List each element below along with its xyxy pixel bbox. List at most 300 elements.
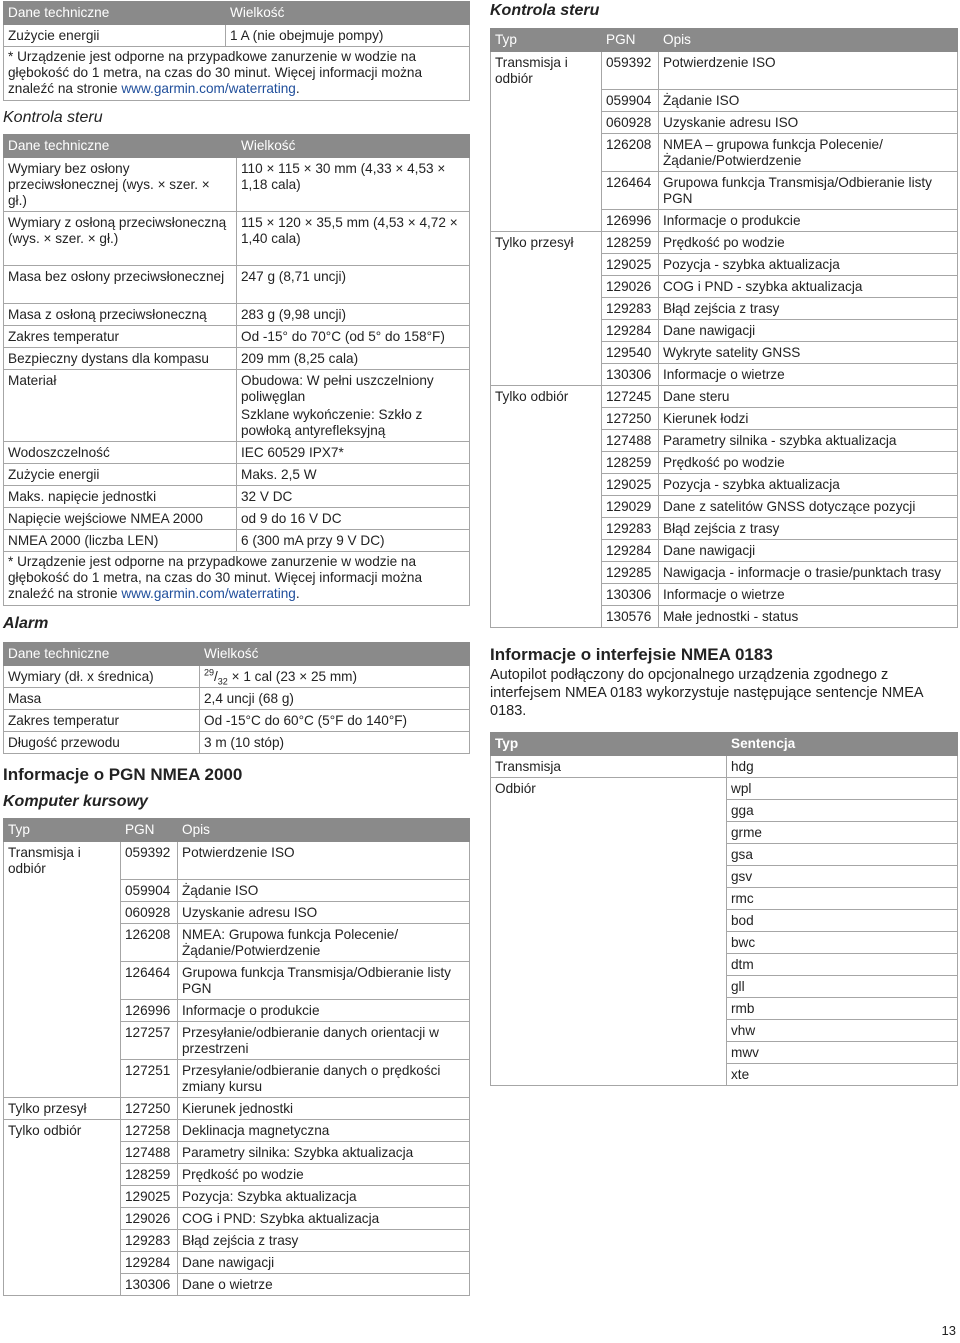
type-cell [491,561,602,583]
table-row [491,253,958,275]
nmea0183-paragraph: Autopilot podłączony do opcjonalnego urządzenia zgodnego z interfejsem NMEA 0183 wykorzystuje następujące sentencje NMEA 0183. [490,666,923,719]
table-row [4,1251,470,1273]
table-cell: 209 mm (8,25 cala) [237,348,470,370]
sentence-cell: wpl [727,777,958,799]
table-row [491,1019,958,1041]
section-heading-pgn: Informacje o PGN NMEA 2000 [3,765,243,784]
type-cell [491,407,602,429]
sentence-cell: bwc [727,931,958,953]
table-row [491,429,958,451]
pgn-cell: 129285 [602,561,659,583]
description-cell: Kierunek łodzi [659,407,958,429]
pgn-cell: 126208 [121,923,178,961]
pgn-cell: 127250 [121,1097,178,1119]
description-cell: NMEA – grupowa funkcja Polecenie/Żądanie/Potwierdzenie [659,133,958,171]
table-row [4,212,470,266]
type-cell [491,909,727,931]
footnote-text: * Urządzenie jest odporne na przypadkowe zanurzenie w wodzie na głębokość do 1 metra, na czas do 30 minut. Więcej informacji można znaleźć na stronie [8,554,423,601]
type-cell [491,953,727,975]
type-cell: Tylko przesył [491,231,602,253]
table-row [491,231,958,253]
table-cell: Wodoszczelność [4,442,237,464]
sentence-cell: dtm [727,953,958,975]
section-heading-nmea0183: Informacje o interfejsie NMEA 0183 [490,644,773,664]
description-cell: Parametry silnika - szybka aktualizacja [659,429,958,451]
sentence-cell: hdg [727,755,958,777]
table-header-cell: Opis [178,819,470,842]
sentence-cell: gll [727,975,958,997]
table-header-cell: Typ [4,819,121,842]
table-row [491,89,958,111]
table-header-cell: Dane techniczne [4,135,237,158]
pgn-cell: 059904 [121,879,178,901]
table-row [491,385,958,407]
table-cell: Od -15° do 70°C (od 5° do 158°F) [237,326,470,348]
table-row [491,52,958,90]
type-cell [491,517,602,539]
table-row [4,530,470,552]
table-row [491,363,958,385]
dimension-value: 1 cal (23 × 25 mm) [243,669,358,684]
table-row [4,1119,470,1141]
pgn-cell: 129284 [121,1251,178,1273]
table-row [4,370,470,442]
type-cell [491,975,727,997]
pgn-cell: 129025 [121,1185,178,1207]
table-row [491,865,958,887]
table-cell: Materiał [4,370,237,442]
description-cell: COG i PND - szybka aktualizacja [659,275,958,297]
type-cell [491,821,727,843]
description-cell: Grupowa funkcja Transmisja/Odbieranie listy PGN [659,171,958,209]
waterrating-link[interactable]: www.garmin.com/waterrating [121,586,296,601]
sentence-cell: gsv [727,865,958,887]
table-header-cell: Dane techniczne [4,643,200,666]
type-cell [4,923,121,961]
type-cell [4,1185,121,1207]
pgn-cell: 126464 [602,171,659,209]
waterproof-footnote [3,47,470,101]
type-cell [4,901,121,923]
type-cell [491,865,727,887]
table-cell: 283 g (9,98 uncji) [237,304,470,326]
type-cell [491,429,602,451]
table-cell: 3 m (10 stóp) [200,732,470,754]
table-row [4,464,470,486]
pgn-cell: 129283 [602,517,659,539]
table-cell: 115 × 120 × 35,5 mm (4,53 × 4,72 × 1,40 cala) [237,212,470,266]
table-cell: NMEA 2000 (liczba LEN) [4,530,237,552]
type-cell [4,1229,121,1251]
pgn-cell: 128259 [121,1163,178,1185]
table-header-row [4,135,470,158]
type-cell [4,879,121,901]
type-cell [491,1019,727,1041]
table-row [4,304,470,326]
description-cell: Małe jednostki - status [659,605,958,627]
table-row [491,777,958,799]
table-row [4,158,470,212]
description-cell: Dane o wietrze [178,1273,470,1295]
description-cell: Kierunek jednostki [178,1097,470,1119]
table-header-row [491,29,958,52]
type-cell [4,1207,121,1229]
table-row [491,209,958,231]
table-row [491,843,958,865]
type-cell [491,253,602,275]
type-cell [4,1141,121,1163]
type-cell [491,341,602,363]
table-row [491,517,958,539]
sentence-cell: rmc [727,887,958,909]
table-header-cell: Typ [491,29,602,52]
pgn-cell: 129029 [602,495,659,517]
pgn-cell: 130306 [602,363,659,385]
description-cell: Uzyskanie adresu ISO [659,111,958,133]
pgn-cell: 127250 [602,407,659,429]
table-row [4,1141,470,1163]
table-row [491,407,958,429]
table-cell: Wymiary bez osłony przeciwsłonecznej (wys. × szer. × gł.) [4,158,237,212]
course-computer-pgn-table [3,818,470,1296]
steer-pgn-table [490,28,958,628]
pgn-cell: 129283 [121,1229,178,1251]
pgn-cell: 128259 [602,451,659,473]
table-header-row [491,732,958,755]
table-row [4,901,470,923]
table-header-cell: Opis [659,29,958,52]
type-cell: Tylko odbiór [4,1119,121,1141]
type-cell [491,297,602,319]
pgn-cell: 126208 [602,133,659,171]
description-cell: Informacje o produkcie [659,209,958,231]
table-cell: Zużycie energii [4,464,237,486]
description-cell: Uzyskanie adresu ISO [178,901,470,923]
table-cell: 110 × 115 × 30 mm (4,33 × 4,53 × 1,18 cala) [237,158,470,212]
type-cell [491,363,602,385]
table-cell: Napięcie wejściowe NMEA 2000 [4,508,237,530]
pgn-cell: 059392 [121,842,178,880]
table-row [491,931,958,953]
type-cell [491,539,602,561]
pgn-cell: 127258 [121,1119,178,1141]
table-cell: Wymiary z osłoną przeciwsłoneczną (wys. × szer. × gł.) [4,212,237,266]
table-row [491,473,958,495]
description-cell: Pozycja: Szybka aktualizacja [178,1185,470,1207]
type-cell [491,111,602,133]
table-row [4,666,470,688]
table-row [491,341,958,363]
type-cell [491,1063,727,1085]
table-row [491,1063,958,1085]
table-cell [237,370,470,442]
table-header-row [4,643,470,666]
table-row [491,975,958,997]
type-cell [491,495,602,517]
table-header-cell: PGN [602,29,659,52]
type-cell [4,1273,121,1295]
table-cell: Wymiary (dł. x średnica) [4,666,200,688]
table-cell: Masa [4,688,200,710]
type-cell [491,209,602,231]
fraction-slash: / [214,669,218,684]
type-cell [4,1059,121,1097]
type-cell [4,1251,121,1273]
pgn-cell: 129283 [602,297,659,319]
description-cell: Błąd zejścia z trasy [178,1229,470,1251]
sentence-cell: vhw [727,1019,958,1041]
table-cell: 247 g (8,71 uncji) [237,266,470,304]
description-cell: Błąd zejścia z trasy [659,297,958,319]
sentence-cell: grme [727,821,958,843]
sentence-cell: gsa [727,843,958,865]
table-row [491,953,958,975]
type-cell: Transmisja i odbiór [491,52,602,90]
description-cell: Grupowa funkcja Transmisja/Odbieranie listy PGN [178,961,470,999]
type-cell [491,319,602,341]
section-heading-steer: Kontrola steru [3,109,103,126]
type-cell: Odbiór [491,777,727,799]
table-row [491,275,958,297]
type-cell [491,583,602,605]
table-cell: 32 V DC [237,486,470,508]
description-cell: Deklinacja magnetyczna [178,1119,470,1141]
type-cell [491,799,727,821]
table-header-cell: Typ [491,732,727,755]
description-cell: Potwierdzenie ISO [178,842,470,880]
table-row [491,821,958,843]
table-cell: Zużycie energii [4,25,226,47]
nmea0183-sentence-table [490,732,958,1086]
table-row [491,539,958,561]
description-cell: Pozycja - szybka aktualizacja [659,253,958,275]
fraction-denominator: 32 [217,676,228,687]
table-cell: Zakres temperatur [4,326,237,348]
type-cell [491,843,727,865]
description-cell: Informacje o wietrze [659,583,958,605]
sentence-cell: xte [727,1063,958,1085]
table-row [4,1097,470,1119]
pgn-cell: 130306 [602,583,659,605]
type-cell [4,999,121,1021]
table-cell: Maks. 2,5 W [237,464,470,486]
description-cell: Dane z satelitów GNSS dotyczące pozycji [659,495,958,517]
pgn-cell: 126996 [602,209,659,231]
pgn-cell: 127251 [121,1059,178,1097]
footnote-suffix: . [295,586,300,601]
pgn-cell: 127257 [121,1021,178,1059]
table-row [491,887,958,909]
table-row [491,171,958,209]
table-row [4,999,470,1021]
table-cell: Długość przewodu [4,732,200,754]
description-cell: Informacje o produkcie [178,999,470,1021]
pgn-cell: 060928 [121,901,178,923]
table-row [491,605,958,627]
waterrating-link[interactable]: www.garmin.com/waterrating [121,81,296,96]
type-cell [491,133,602,171]
table-cell [200,666,470,688]
description-cell: Wykryte satelity GNSS [659,341,958,363]
type-cell [491,171,602,209]
type-cell: Tylko odbiór [491,385,602,407]
description-cell: Prędkość po wodzie [659,451,958,473]
steer-spec-table [3,134,470,552]
table-row [491,319,958,341]
fraction-numerator: 29 [204,667,215,678]
description-cell: Żądanie ISO [178,879,470,901]
type-cell: Transmisja i odbiór [4,842,121,880]
type-cell [491,931,727,953]
table-header-cell: PGN [121,819,178,842]
type-cell [491,89,602,111]
footnote-suffix: . [295,81,300,96]
table-row [4,1163,470,1185]
pgn-cell: 127488 [121,1141,178,1163]
pgn-cell: 127245 [602,385,659,407]
alarm-spec-table [3,642,470,754]
description-cell: Przesyłanie/odbieranie danych orientacji w przestrzeni [178,1021,470,1059]
type-cell: Transmisja [491,755,727,777]
table-row [4,1185,470,1207]
material-glass: Szklane wykończenie: Szkło z powłoką antyrefleksyjną [241,407,423,438]
description-cell: Żądanie ISO [659,89,958,111]
pgn-cell: 130576 [602,605,659,627]
type-cell [491,275,602,297]
table-cell: Bezpieczny dystans dla kompasu [4,348,237,370]
table-row [4,1021,470,1059]
table-row [4,1059,470,1097]
sentence-cell: mwv [727,1041,958,1063]
type-cell [491,1041,727,1063]
table-row [4,25,470,47]
type-cell [491,605,602,627]
table-row [491,1041,958,1063]
description-cell: Pozycja - szybka aktualizacja [659,473,958,495]
table-row [4,688,470,710]
table-row [491,451,958,473]
fraction-times: × [227,669,244,684]
table-cell: od 9 do 16 V DC [237,508,470,530]
table-row [491,755,958,777]
table-row [4,326,470,348]
waterproof-footnote [3,552,470,606]
table-row [4,1273,470,1295]
table-row [491,297,958,319]
description-cell: Dane nawigacji [659,539,958,561]
table-row [4,348,470,370]
description-cell: COG i PND: Szybka aktualizacja [178,1207,470,1229]
pgn-cell: 060928 [602,111,659,133]
table-row [491,111,958,133]
type-cell [4,961,121,999]
type-cell [491,997,727,1019]
table-row [491,561,958,583]
table-row [4,923,470,961]
right-column [490,0,958,1086]
table-header-cell: Sentencja [727,732,958,755]
pgn-cell: 129284 [602,319,659,341]
pgn-cell: 059904 [602,89,659,111]
table-row [491,495,958,517]
description-cell: Potwierdzenie ISO [659,52,958,90]
table-header-row [4,819,470,842]
table-cell: Od -15°C do 60°C (5°F do 140°F) [200,710,470,732]
description-cell: Prędkość po wodzie [178,1163,470,1185]
table-row [491,799,958,821]
pgn-cell: 128259 [602,231,659,253]
table-row [4,879,470,901]
table-row [491,997,958,1019]
pgn-cell: 130306 [121,1273,178,1295]
table-header-cell: Wielkość [200,643,470,666]
table-cell: 2,4 uncji (68 g) [200,688,470,710]
table-row [4,1229,470,1251]
table-row [491,583,958,605]
table-row [4,442,470,464]
pgn-cell: 129540 [602,341,659,363]
pgn-cell: 127488 [602,429,659,451]
table-cell: 6 (300 mA przy 9 V DC) [237,530,470,552]
description-cell: Dane nawigacji [178,1251,470,1273]
table-row [4,732,470,754]
type-cell: Tylko przesył [4,1097,121,1119]
table-header-cell: Dane techniczne [4,2,226,25]
type-cell [491,887,727,909]
description-cell: Nawigacja - informacje o trasie/punktach trasy [659,561,958,583]
table-header-cell: Wielkość [237,135,470,158]
table-row [4,842,470,880]
pgn-cell: 129026 [602,275,659,297]
table-header-row [4,2,470,25]
table-row [4,1207,470,1229]
description-cell: Parametry silnika: Szybka aktualizacja [178,1141,470,1163]
table-cell: Zakres temperatur [4,710,200,732]
type-cell [4,1163,121,1185]
type-cell [491,451,602,473]
description-cell: Przesyłanie/odbieranie danych o prędkości zmiany kursu [178,1059,470,1097]
table-cell: Masa bez osłony przeciwsłonecznej [4,266,237,304]
table-header-cell: Wielkość [226,2,470,25]
description-cell: NMEA: Grupowa funkcja Polecenie/Żądanie/Potwierdzenie [178,923,470,961]
sentence-cell: rmb [727,997,958,1019]
pgn-cell: 126996 [121,999,178,1021]
type-cell [4,1021,121,1059]
sentence-cell: gga [727,799,958,821]
sentence-cell: bod [727,909,958,931]
material-housing: Obudowa: W pełni uszczelniony poliwęglan [241,373,434,404]
type-cell [491,473,602,495]
table-row [4,710,470,732]
pgn-cell: 129284 [602,539,659,561]
footnote-text: * Urządzenie jest odporne na przypadkowe zanurzenie w wodzie na głębokość do 1 metra, na czas do 30 minut. Więcej informacji można znaleźć na stronie [8,49,423,96]
description-cell: Dane nawigacji [659,319,958,341]
table-cell: Maks. napięcie jednostki [4,486,237,508]
table-cell: IEC 60529 IPX7* [237,442,470,464]
left-column [3,0,470,1296]
table-cell: Masa z osłoną przeciwsłoneczną [4,304,237,326]
table-row [491,909,958,931]
table-row [4,508,470,530]
description-cell: Prędkość po wodzie [659,231,958,253]
section-heading-course-computer: Komputer kursowy [3,793,148,810]
description-cell: Informacje o wietrze [659,363,958,385]
table-cell: 1 A (nie obejmuje pompy) [226,25,470,47]
section-heading-steer-pgn: Kontrola steru [490,2,600,19]
pgn-cell: 059392 [602,52,659,90]
section-heading-alarm: Alarm [3,615,49,632]
page-number: 13 [941,1323,956,1338]
